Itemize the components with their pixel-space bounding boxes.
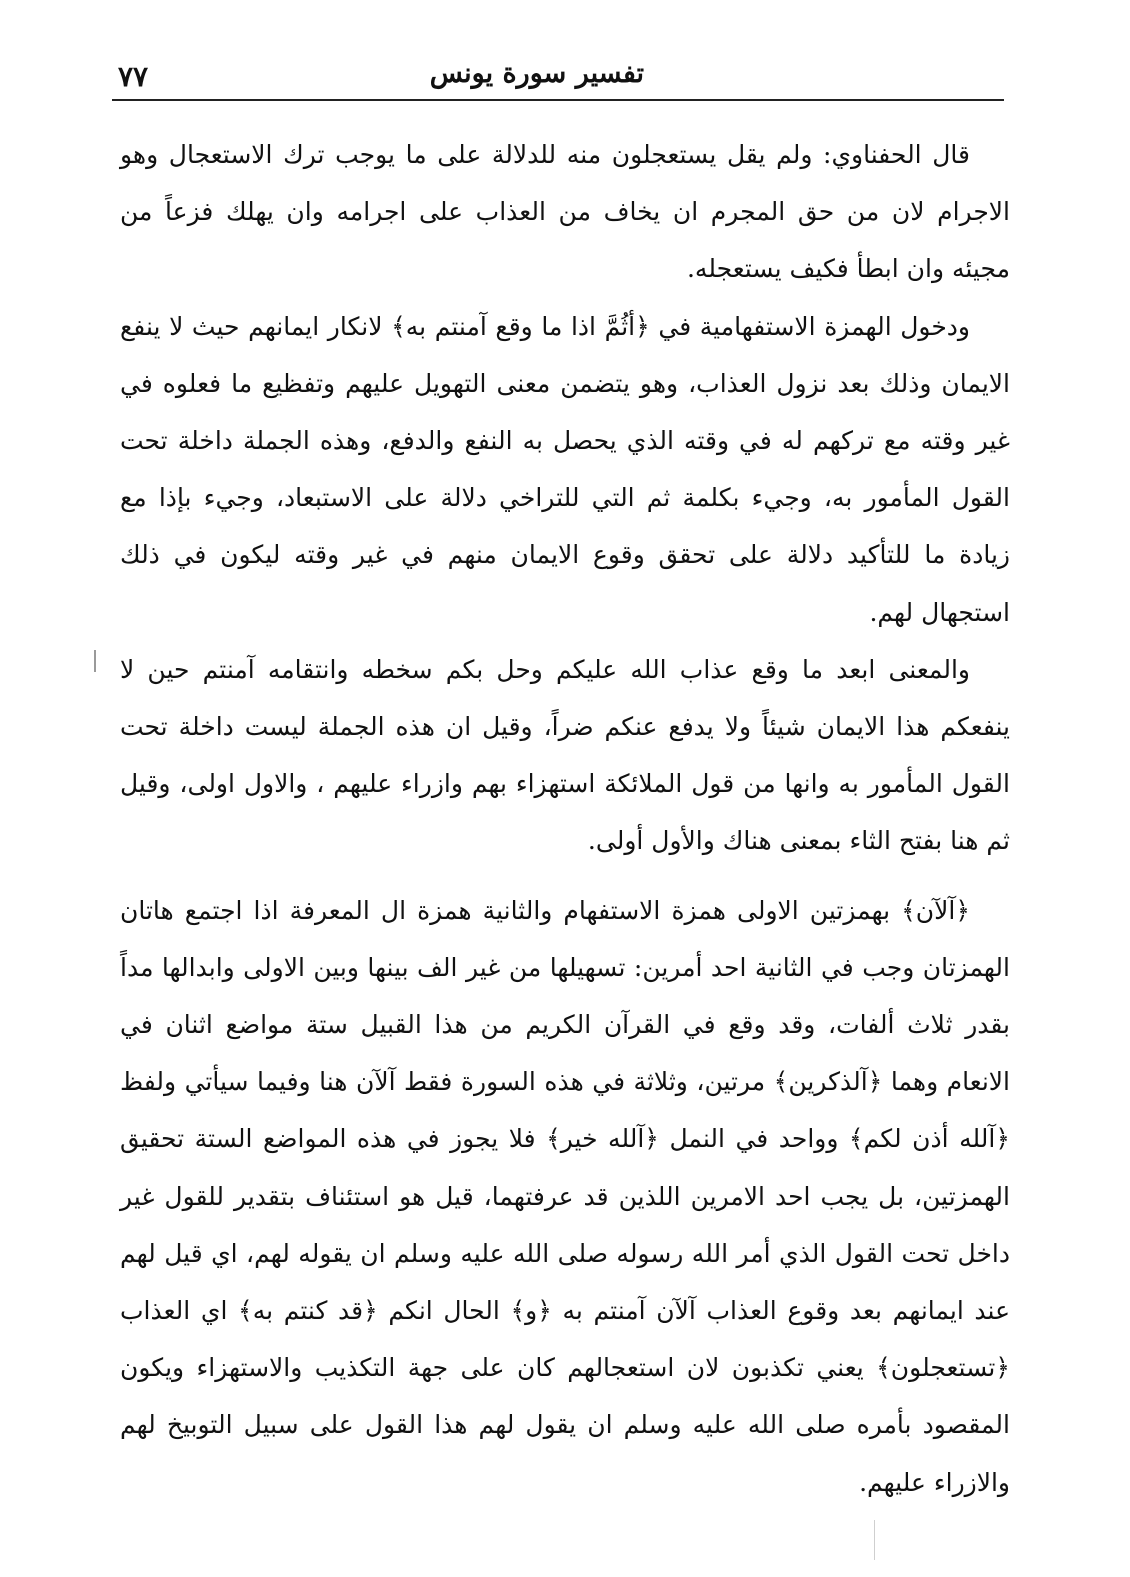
running-title: تفسير سورة يونس (429, 58, 644, 89)
header-rule (112, 99, 1004, 101)
body-text (120, 126, 1010, 1511)
paragraph-aalaan: ﴿آلآن﴾ بهمزتين الاولى همزة الاستفهام والثانية همزة ال المعرفة اذا اجتمع هاتان الهمزتان وجب في الثانية احد أمرين: تسهيلها من غير الف بينها وبين الاولى وابدالها مداً بقدر ثلاث ألفات، وقد وقع في القرآن الكريم من هذا القبيل ستة مواضع اثنان في الانعام وهما ﴿آلذكرين﴾ مرتين، وثلاثة في هذه السورة فقط آلآن هنا وفيما سيأتي ولفظ ﴿آلله أذن لكم﴾ وواحد في النمل ﴿آلله خير﴾ فلا يجوز في هذه المواضع الستة تحقيق الهمزتين، بل يجب احد الامرين اللذين قد عرفتهما، قيل هو استئناف بتقدير للقول غير داخل تحت القول الذي أمر الله رسوله صلى الله عليه وسلم ان يقوله لهم، اي قيل لهم عند ايمانهم بعد وقوع العذاب آلآن آمنتم به ﴿و﴾ الحال انكم ﴿قد كنتم به﴾ اي العذاب ﴿تستعجلون﴾ يعني تكذبون لان استعجالهم كان على جهة التكذيب والاستهزاء ويكون المقصود بأمره صلى الله عليه وسلم ان يقول لهم هذا القول على سبيل التوبيخ لهم والازراء عليهم. (120, 895, 1010, 1497)
page-number: ٧٧ (118, 60, 149, 93)
paragraph-hamza-interrogative: ودخول الهمزة الاستفهامية في ﴿أثُمَّ اذا ما وقع آمنتم به﴾ لانكار ايمانهم حيث لا ينفع الايمان وذلك بعد نزول العذاب، وهو يتضمن معنى التهويل عليهم وتفظيع ما فعلوه في غير وقته مع تركهم له في وقته الذي يحصل به النفع والدفع، وهذه الجملة داخلة تحت القول المأمور به، وجيء بكلمة ثم التي للتراخي دلالة على الاستبعاد، وجيء بإذا مع زيادة ما للتأكيد دلالة على تحقق وقوع الايمان منهم في غير وقته ليكون في ذلك استجهال لهم. (120, 311, 1010, 627)
bottom-mark (874, 1520, 875, 1560)
margin-mark (94, 650, 96, 672)
running-header (118, 52, 1004, 100)
paragraph-meaning: والمعنى ابعد ما وقع عذاب الله عليكم وحل بكم سخطه وانتقامه آمنتم حين لا ينفعكم هذا الايمان شيئاً ولا يدفع عنكم ضراً، وقيل ان هذه الجملة ليست داخلة تحت القول المأمور به وانها من قول الملائكة استهزاء بهم وازراء عليهم ، والاول اولى، وقيل ثم هنا بفتح الثاء بمعنى هناك والأول أولى. (120, 654, 1010, 856)
paragraph-hafnawi: قال الحفناوي: ولم يقل يستعجلون منه للدلالة على ما يوجب ترك الاستعجال وهو الاجرام لان من حق المجرم ان يخاف من العذاب على اجرامه وان يهلك فزعاً من مجيئه وان ابطأ فكيف يستعجله. (120, 140, 1010, 284)
